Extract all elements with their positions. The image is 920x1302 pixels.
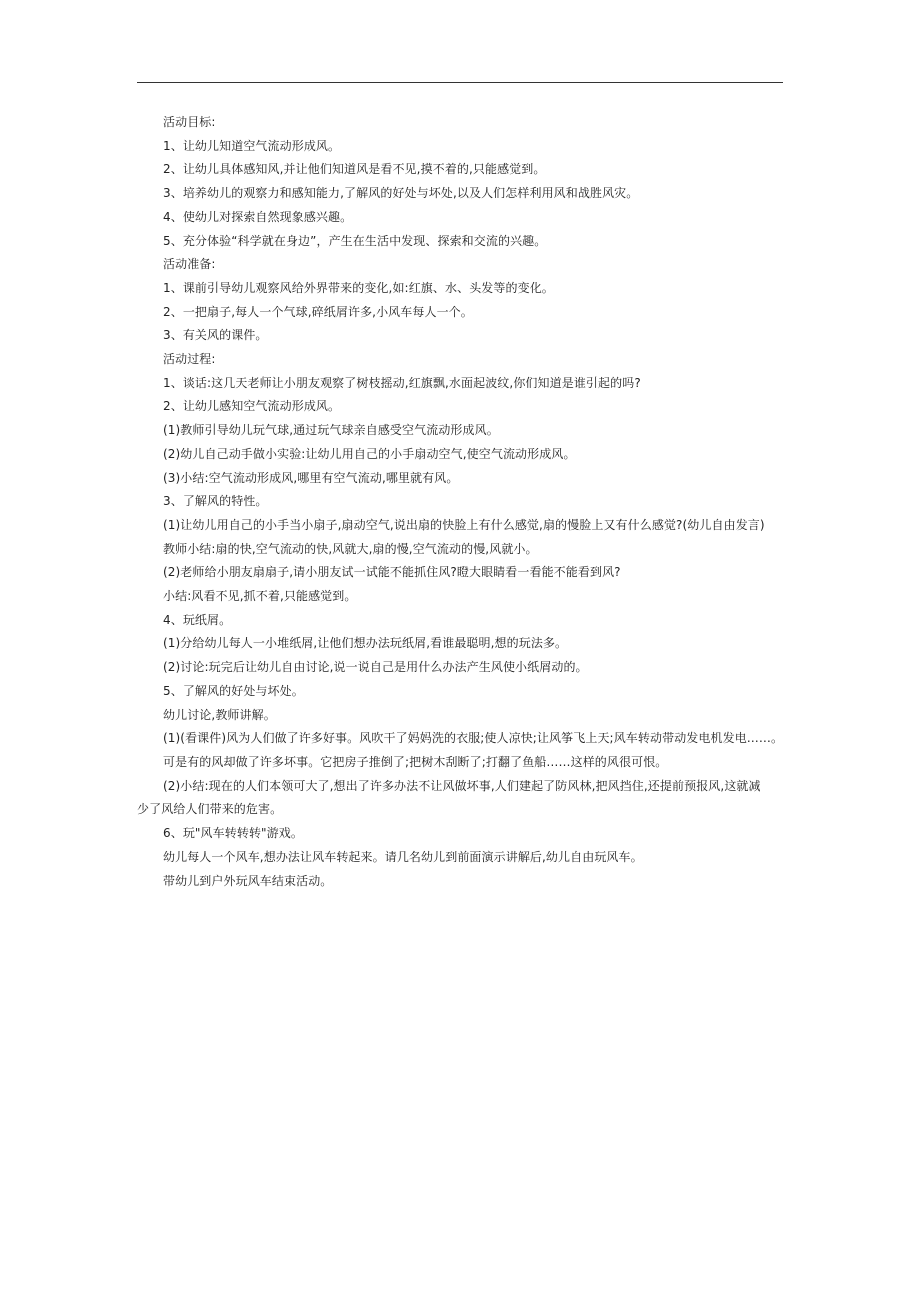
heading-preparation: 活动准备: — [163, 257, 216, 272]
text-line: 小结:风看不见,抓不着,只能感觉到。 — [163, 589, 357, 604]
text-line: 5、充分体验“科学就在身边”，产生在生活中发现、探索和交流的兴趣。 — [163, 233, 547, 248]
heading-process: 活动过程: — [163, 352, 216, 367]
text-line: 带幼儿到户外玩风车结束活动。 — [163, 873, 333, 888]
text-line: (2)讨论:玩完后让幼儿自由讨论,说一说自己是用什么办法产生风使小纸屑动的。 — [163, 660, 588, 675]
text-line: 4、玩纸屑。 — [163, 612, 232, 627]
text-line: 2、让幼儿感知空气流动形成风。 — [163, 399, 341, 414]
header-rule — [137, 82, 783, 83]
text-line: 幼儿讨论,教师讲解。 — [163, 707, 276, 722]
text-line: (1)(看课件)风为人们做了许多好事。风吹干了妈妈洗的衣服;使人凉快;让风筝飞上天;风车转动带动发电机发电……。 — [163, 731, 784, 746]
text-line: (2)小结:现在的人们本领可大了,想出了许多办法不让风做坏事,人们建起了防风林,把风挡住,还提前预报风,这就减 — [163, 778, 761, 793]
text-line: (1)分给幼儿每人一小堆纸屑,让他们想办法玩纸屑,看谁最聪明,想的玩法多。 — [163, 636, 568, 651]
text-line: 1、让幼儿知道空气流动形成风。 — [163, 138, 341, 153]
text-line: (2)幼儿自己动手做小实验:让幼儿用自己的小手扇动空气,使空气流动形成风。 — [163, 446, 576, 461]
text-line: 2、让幼儿具体感知风,并让他们知道风是看不见,摸不着的,只能感觉到。 — [163, 162, 546, 177]
text-line: 1、谈话:这几天老师让小朋友观察了树枝摇动,红旗飘,水面起波纹,你们知道是谁引起的吗? — [163, 375, 641, 390]
text-line: 可是有的风却做了许多坏事。它把房子推倒了;把树木刮断了;打翻了鱼船……这样的风很可恨。 — [163, 754, 668, 769]
text-line: 教师小结:扇的快,空气流动的快,风就大,扇的慢,空气流动的慢,风就小。 — [163, 541, 538, 556]
text-line: (1)让幼儿用自己的小手当小扇子,扇动空气,说出扇的快脸上有什么感觉,扇的慢脸上又有什么感觉?(幼儿自由发言) — [163, 517, 765, 532]
text-line: 1、课前引导幼儿观察风给外界带来的变化,如:红旗、水、头发等的变化。 — [163, 280, 554, 295]
text-line: 少了风给人们带来的危害。 — [137, 802, 283, 817]
heading-goals: 活动目标: — [163, 115, 216, 129]
document-body — [137, 111, 785, 893]
text-line: 5、了解风的好处与坏处。 — [163, 683, 304, 698]
text-line: (1)教师引导幼儿玩气球,通过玩气球亲自感受空气流动形成风。 — [163, 423, 499, 438]
text-line: (3)小结:空气流动形成风,哪里有空气流动,哪里就有风。 — [163, 470, 459, 485]
text-line: 2、一把扇子,每人一个气球,碎纸屑许多,小风车每人一个。 — [163, 304, 473, 319]
text-line: 幼儿每人一个风车,想办法让风车转起来。请几名幼儿到前面演示讲解后,幼儿自由玩风车。 — [163, 849, 643, 864]
text-line: 3、培养幼儿的观察力和感知能力,了解风的好处与坏处,以及人们怎样利用风和战胜风灾。 — [163, 186, 639, 201]
text-line: 4、使幼儿对探索自然现象感兴趣。 — [163, 209, 353, 224]
text-line: 6、玩"风车转转转"游戏。 — [163, 826, 303, 841]
text-line: 3、有关风的课件。 — [163, 328, 268, 343]
text-line: 3、了解风的特性。 — [163, 494, 268, 509]
text-line: (2)老师给小朋友扇扇子,请小朋友试一试能不能抓住风?瞪大眼睛看一看能不能看到风? — [163, 565, 621, 580]
